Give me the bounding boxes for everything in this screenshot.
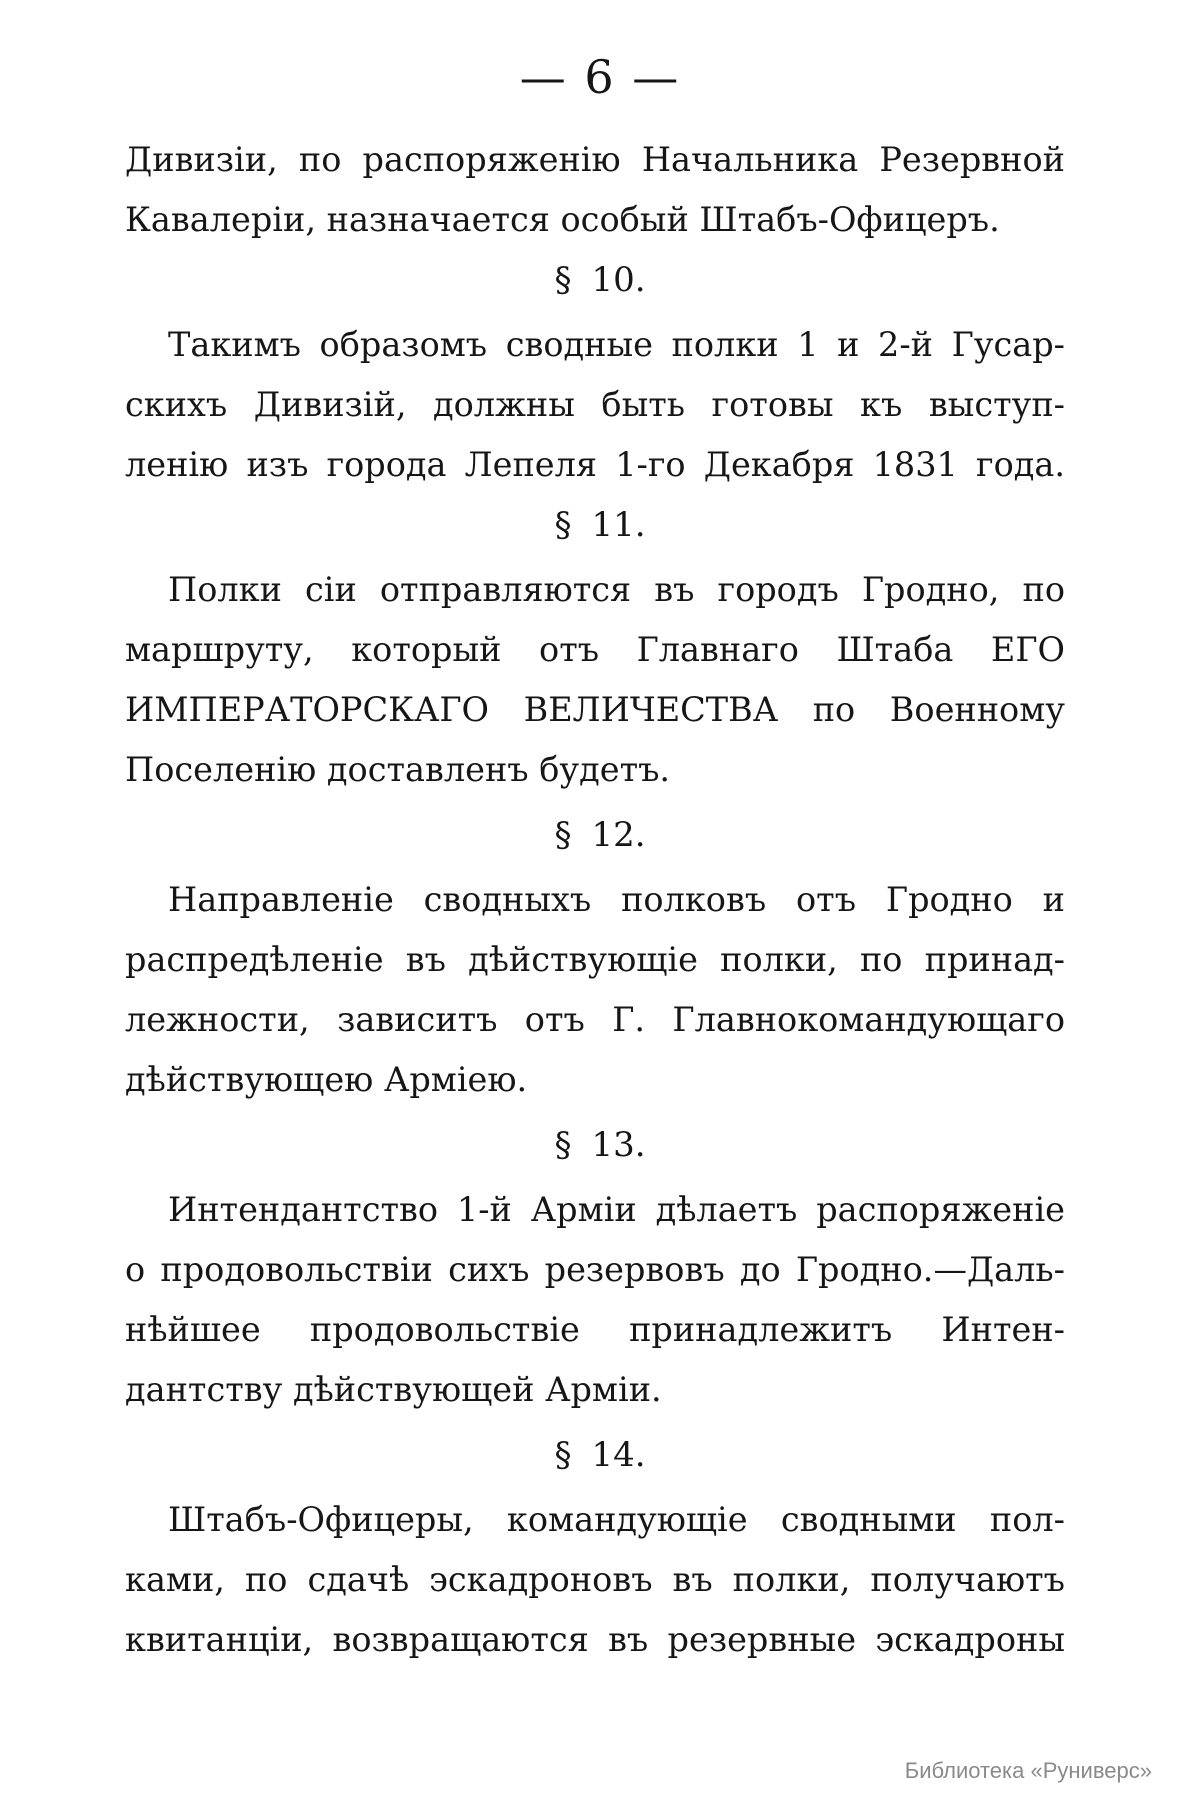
section-number: 13. xyxy=(591,1125,646,1165)
text-line: дантству дѣйствующей Арміи. xyxy=(125,1370,662,1409)
section-heading xyxy=(0,805,1200,865)
text-line: дѣйствующею Арміею. xyxy=(125,1060,528,1099)
text-line: Кавалеріи, назначается особый Штабъ-Офицеръ. xyxy=(125,200,1000,239)
text-line: о продовольствіи сихъ резервовъ до Гродно.—Даль- xyxy=(125,1250,1065,1289)
text-line: лежности, зависитъ отъ Г. Главнокомандующаго xyxy=(125,1000,1065,1039)
section-sign: § xyxy=(554,1125,572,1165)
section-heading xyxy=(0,250,1200,310)
text-line: Интендантство 1-й Арміи дѣлаетъ распоряженіе xyxy=(168,1190,1065,1229)
section-heading xyxy=(0,1425,1200,1485)
section-heading xyxy=(0,1115,1200,1175)
text-line: маршруту, который отъ Главнаго Штаба ЕГО xyxy=(125,630,1065,669)
text-line: Такимъ образомъ сводные полки 1 и 2-й Гусар- xyxy=(168,325,1065,364)
text-line: распредѣленіе въ дѣйствующіе полки, по принад- xyxy=(125,940,1065,979)
text-line: скихъ Дивизій, должны быть готовы къ выступ- xyxy=(125,385,1065,424)
page-number: — 6 — xyxy=(519,50,681,104)
text-line: Дивизіи, по распоряженію Начальника Резервной xyxy=(125,140,1065,179)
text-line: ками, по сдачѣ эскадроновъ въ полки, получаютъ xyxy=(125,1560,1065,1599)
library-watermark: Библиотека «Руниверс» xyxy=(904,1758,1152,1783)
section-sign: § xyxy=(554,815,572,855)
text-line: ленію изъ города Лепеля 1-го Декабря 1831 года. xyxy=(125,445,1065,484)
section-sign: § xyxy=(554,1435,572,1475)
section-number: 14. xyxy=(591,1435,646,1475)
section-number: 12. xyxy=(591,815,646,855)
text-line: квитанціи, возвращаются въ резервные эскадроны xyxy=(125,1620,1065,1659)
section-number: 10. xyxy=(591,260,646,300)
section-number: 11. xyxy=(591,505,646,545)
text-line: Направленіе сводныхъ полковъ отъ Гродно и xyxy=(168,880,1065,919)
text-line: Штабъ-Офицеры, командующіе сводными пол- xyxy=(168,1500,1065,1539)
section-sign: § xyxy=(554,505,572,545)
section-sign: § xyxy=(554,260,572,300)
text-line: Поселенію доставленъ будетъ. xyxy=(125,750,671,789)
text-line: ИМПЕРАТОРСКАГО ВЕЛИЧЕСТВА по Военному xyxy=(125,690,1065,729)
text-line: Полки сіи отправляются въ городъ Гродно, по xyxy=(168,570,1065,609)
text-line: нѣйшее продовольствіе принадлежитъ Интен- xyxy=(125,1310,1065,1349)
section-heading xyxy=(0,495,1200,555)
